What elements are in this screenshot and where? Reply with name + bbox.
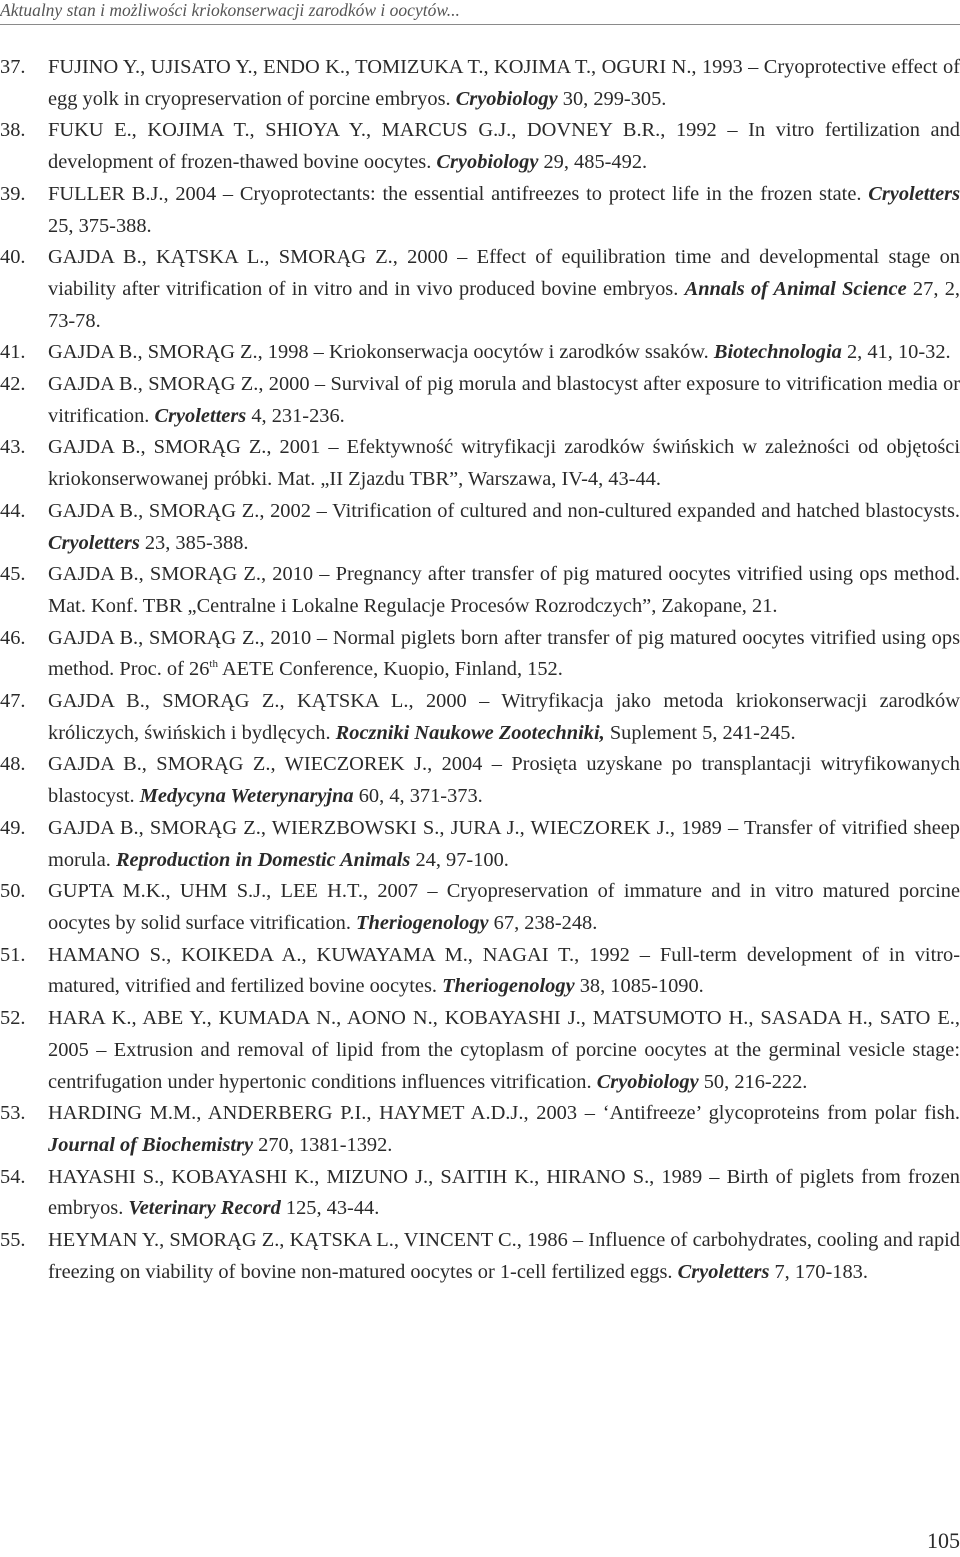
reference-details: 25, 375-388.	[48, 214, 152, 237]
reference-details: 29, 485-492.	[538, 151, 648, 174]
reference-number: 53.	[0, 1102, 26, 1125]
reference-item	[0, 1003, 960, 1098]
journal-title: Cryoletters	[48, 531, 140, 554]
reference-text: , 2000 – Effect of equilibration time and developmental stage on viability after vitrification of in vitro and in vivo produced bovine embryos.	[48, 246, 960, 300]
reference-number: 44.	[0, 499, 26, 522]
reference-details: 60, 4, 371-373.	[353, 785, 483, 808]
journal-title: Annals of Animal Science	[684, 277, 907, 300]
reference-text: , 2004 – Prosięta uzyskane po transplantacji witryfikowanych blastocyst.	[48, 753, 960, 808]
reference-text: , 1992 – Full-term development of in vitro-matured, vitrified and fertilized bovine oocytes.	[48, 943, 960, 998]
reference-authors: HARA K., ABE Y., KUMADA N., AONO N., KOBAYASHI J., MATSUMOTO H., SASADA H., SATO E.	[48, 1007, 955, 1030]
reference-item	[0, 559, 960, 622]
reference-number: 47.	[0, 690, 26, 713]
journal-title: Theriogenology	[442, 975, 575, 998]
journal-title: Medycyna Weterynaryjna	[139, 785, 354, 808]
journal-title: Veterinary Record	[128, 1197, 281, 1220]
reference-text: , 1989 – Transfer of vitrified sheep morula.	[48, 816, 960, 871]
reference-number: 43.	[0, 436, 26, 459]
reference-item	[0, 876, 960, 939]
reference-authors: HAMANO S., KOIKEDA A., KUWAYAMA M., NAGAI T.	[48, 943, 575, 966]
reference-authors: GAJDA B., SMORĄG Z., KĄTSKA L.	[48, 690, 409, 713]
reference-text: , 1998 – Kriokonserwacja oocytów i zarodków ssaków.	[257, 341, 714, 364]
reference-number: 54.	[0, 1165, 26, 1188]
reference-item	[0, 940, 960, 1003]
reference-text: , 1993 – Cryoprotective effect of egg yolk in cryopreservation of porcine embryos.	[48, 56, 960, 110]
reference-number: 42.	[0, 373, 26, 396]
journal-title: Reproduction in Domestic Animals	[115, 848, 411, 871]
reference-item	[0, 179, 960, 242]
reference-item	[0, 52, 960, 115]
reference-number: 50.	[0, 880, 26, 903]
reference-number: 38.	[0, 119, 26, 142]
reference-authors: FUKU E., KOJIMA T., SHIOYA Y., MARCUS G.J., DOVNEY B.R.	[48, 119, 661, 142]
reference-authors: HARDING M.M., ANDERBERG P.I., HAYMET A.D.J.	[48, 1102, 524, 1125]
reference-item	[0, 242, 960, 337]
reference-text: , 2003 – ‘Antifreeze’ glycoproteins from polar fish.	[523, 1102, 960, 1125]
reference-number: 48.	[0, 753, 26, 776]
page-number: 105	[927, 1528, 960, 1553]
journal-title: Journal of Biochemistry	[48, 1133, 254, 1156]
reference-number: 45.	[0, 563, 26, 586]
journal-title: Cryoletters	[677, 1260, 770, 1283]
journal-title: Cryobiology	[436, 151, 539, 174]
reference-number: 37.	[0, 56, 26, 78]
reference-authors: GAJDA B., SMORĄG Z., WIECZOREK J.	[48, 753, 428, 776]
journal-title: Roczniki Naukowe Zootechniki,	[335, 721, 605, 744]
reference-text: , 2000 – Witryfikacja jako metoda kriokonserwacji zarodków króliczych, świńskich i bydlęcych.	[48, 690, 960, 744]
reference-authors: GAJDA B., SMORĄG Z.	[48, 563, 261, 586]
reference-authors: FUJINO Y., UJISATO Y., ENDO K., TOMIZUKA T., KOJIMA T., OGURI N.	[48, 56, 692, 78]
reference-item	[0, 813, 960, 876]
journal-title: Cryoletters	[154, 404, 247, 427]
reference-details: 23, 385-388.	[139, 531, 249, 554]
reference-number: 41.	[0, 341, 26, 364]
reference-authors: GAJDA B., SMORĄG Z.	[48, 373, 259, 396]
reference-number: 55.	[0, 1229, 26, 1252]
reference-item	[0, 115, 960, 178]
reference-number: 39.	[0, 182, 26, 205]
reference-number: 52.	[0, 1007, 26, 1030]
reference-item	[0, 749, 960, 812]
reference-authors: GAJDA B., SMORĄG Z.	[48, 626, 260, 649]
journal-title: Cryoletters	[868, 182, 960, 205]
reference-text: , 2004 – Cryoprotectants: the essential antifreezes to protect life in the frozen state.	[163, 182, 869, 205]
reference-item	[0, 1162, 960, 1225]
reference-text: , 2001 – Efektywność witryfikacji zarodków świńskich w zależności od objętości kriokonserwowanej próbki. Mat. „II Zjazdu TBR”, Warszawa, IV-4, 43-44.	[48, 436, 960, 491]
reference-authors: GUPTA M.K., UHM S.J., LEE H.T.	[48, 880, 363, 903]
reference-details: 2, 41, 10-32.	[841, 341, 951, 364]
reference-details: 24, 97-100.	[410, 848, 509, 871]
reference-item	[0, 496, 960, 559]
ordinal-superscript: th	[209, 658, 218, 671]
reference-details: 27, 2, 73-78.	[48, 277, 960, 332]
reference-list	[0, 52, 960, 1288]
reference-item	[0, 1225, 960, 1288]
reference-authors: HEYMAN Y., SMORĄG Z., KĄTSKA L., VINCENT C.	[48, 1229, 517, 1252]
reference-details: 30, 299-305.	[557, 87, 667, 110]
reference-authors: GAJDA B., SMORĄG Z.	[48, 341, 258, 364]
reference-details: 38, 1085-1090.	[574, 975, 704, 998]
journal-title: Theriogenology	[356, 911, 489, 934]
reference-details: 270, 1381-1392.	[253, 1133, 393, 1156]
reference-authors: GAJDA B., SMORĄG Z.	[48, 499, 260, 522]
reference-details: 7, 170-183.	[769, 1260, 868, 1283]
reference-item	[0, 1098, 960, 1161]
reference-authors: GAJDA B., SMORĄG Z., WIERZBOWSKI S., JURA J., WIECZOREK J.	[48, 816, 670, 839]
reference-item	[0, 432, 960, 495]
reference-number: 40.	[0, 246, 26, 269]
reference-details: 50, 216-222.	[698, 1070, 808, 1093]
reference-text: , 1992 – In vitro fertilization and development of frozen-thawed bovine oocytes.	[48, 119, 960, 174]
reference-authors: HAYASHI S., KOBAYASHI K., MIZUNO J., SAITIH K., HIRANO S.	[48, 1165, 650, 1188]
reference-authors: GAJDA B., SMORĄG Z.	[48, 436, 267, 459]
reference-number: 51.	[0, 943, 26, 966]
reference-item	[0, 686, 960, 749]
reference-text-continued: AETE Conference, Kuopio, Finland, 152.	[217, 658, 563, 681]
journal-title: Biotechnologia	[713, 341, 842, 364]
reference-details: 67, 238-248.	[488, 911, 598, 934]
reference-authors: FULLER B.J.	[48, 182, 164, 205]
reference-number: 49.	[0, 816, 26, 839]
reference-text: , 2010 – Normal piglets born after transfer of pig matured oocytes vitrified using ops method. Proc. of 26	[48, 626, 960, 681]
running-head: Aktualny stan i możliwości kriokonserwacji zarodków i oocytów...	[0, 0, 460, 20]
reference-text: , 2010 – Pregnancy after transfer of pig matured oocytes vitrified using ops method. Mat. Konf. TBR „Centralne i Lokalne Regulacje Procesów Rozrodczych”, Zakopane, 21.	[48, 563, 960, 617]
reference-item	[0, 623, 960, 686]
header-rule	[0, 24, 960, 25]
reference-authors: GAJDA B., KĄTSKA L., SMORĄG Z.	[48, 246, 393, 269]
reference-number: 46.	[0, 626, 26, 649]
reference-text: , 2007 – Cryopreservation of immature and in vitro matured porcine oocytes by solid surface vitrification.	[48, 880, 960, 934]
reference-text: , 1986 – Influence of carbohydrates, cooling and rapid freezing on viability of bovine non-matured oocytes or 1-cell fertilized eggs.	[48, 1229, 960, 1283]
journal-title: Cryobiology	[455, 87, 558, 110]
reference-text: , 1989 – Birth of piglets from frozen embryos.	[48, 1165, 960, 1220]
reference-text: , 2002 – Vitrification of cultured and non-cultured expanded and hatched blastocysts.	[259, 499, 960, 522]
reference-item	[0, 369, 960, 432]
reference-text: , 2005 – Extrusion and removal of lipid from the cytoplasm of porcine oocytes at the germinal vesicle stage: centrifugation under hypertonic conditions influences vitrification.	[48, 1007, 960, 1093]
reference-details: Suplement 5, 241-245.	[604, 721, 796, 744]
journal-title: Cryobiology	[596, 1070, 699, 1093]
reference-details: 125, 43-44.	[280, 1197, 380, 1220]
reference-item	[0, 337, 960, 369]
reference-details: 4, 231-236.	[246, 404, 345, 427]
reference-text: , 2000 – Survival of pig morula and blastocyst after exposure to vitrification media or vitrification.	[48, 373, 960, 427]
